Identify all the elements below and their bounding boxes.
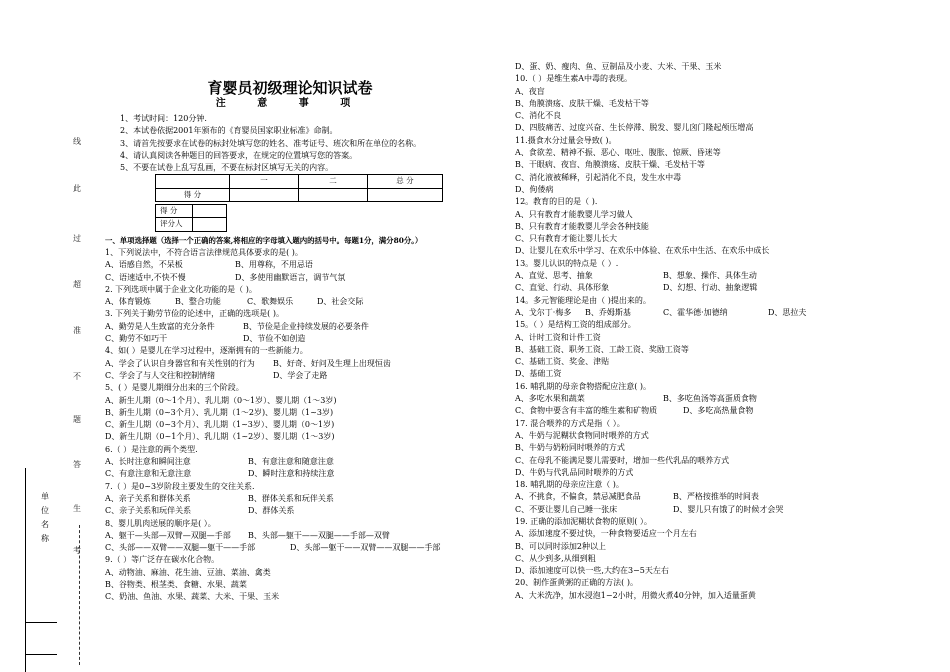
question-line: C、消化液被稀释，引起消化不良，发生水中毒 <box>515 172 682 182</box>
question-line: D、四肢痛苦、过度兴奋、生长停滞、脱发、婴儿囟门隆起颅压增高 <box>515 123 754 133</box>
grader-label: 评分人 <box>156 218 193 231</box>
notice-item: 4、请认真阅读各种题目的回答要求，在规定的位置填写您的答案。 <box>120 150 358 160</box>
option-text: B、好奇、好问及生理上出现恒齿 <box>273 358 391 368</box>
score-cell-total[interactable] <box>368 188 443 201</box>
binding-box-top <box>25 622 57 623</box>
score-table-corner <box>156 175 230 188</box>
unit-name-label: 单位名称 <box>41 492 49 543</box>
question-line: 3. 下列关于勤劳节俭的论述中，正确的选项是( )。 <box>105 309 284 319</box>
option-row <box>105 505 505 517</box>
option-text: A、直觉、思考、抽象 <box>515 271 593 281</box>
binding-line <box>25 468 26 672</box>
notice-item: 1、考试时间：120分钟. <box>120 114 207 123</box>
left-questions <box>105 247 505 604</box>
score-cell-1[interactable] <box>230 188 299 201</box>
question-line: A、大米洗净，加水浸泡1−2小时，用微火煮40分钟，加入适量蛋黄 <box>515 590 756 600</box>
option-text: D、婴儿只有饿了的时候才会哭 <box>673 504 784 514</box>
option-text: A、语感自然，不呆板 <box>105 260 183 270</box>
option-row <box>105 272 505 284</box>
question-line: 12。教育的目的是（ )． <box>515 197 603 207</box>
notice-heading: 注 意 事 项 <box>215 98 365 109</box>
question-line: C、只有教育才能让婴儿长大 <box>515 234 618 244</box>
option-text: D、头部—躯干——双臂——双腿——手部 <box>290 543 441 553</box>
left-column <box>105 79 505 604</box>
question-line: B、新生儿期（0~3个月）、乳儿期（1～2岁)、婴儿期（1~3岁) <box>105 407 334 417</box>
question-line: A、计时工资和计件工资 <box>515 332 601 342</box>
question-line: 9.（ ）等广泛存在碳水化合物。 <box>105 555 220 565</box>
score-table <box>155 174 443 202</box>
question-line: D、牛奶与代乳品同时喂养的方式 <box>515 467 634 477</box>
option-row <box>515 307 940 319</box>
question-line: 10.（ ）是维生素A中毒的表现。 <box>515 74 633 84</box>
option-row <box>105 321 505 333</box>
seal-margin-char: 过 <box>73 234 81 243</box>
question-line: A、牛奶与泥糊状食物同时喂养的方式 <box>515 430 649 440</box>
question-line: D、添加速度可以快一些,大约在3−5天左右 <box>515 566 669 576</box>
exam-title: 育婴员初级理论知识试卷 <box>207 79 373 97</box>
score-col-total: 总 分 <box>368 175 443 188</box>
seal-margin-char: 答 <box>73 460 81 469</box>
question-line: D、蛋、奶、瘦肉、鱼、豆制品及小麦、大米、干果、玉米 <box>515 62 722 71</box>
question-line: B、只有教育才能教婴儿学会各种技能 <box>515 221 649 231</box>
option-row <box>105 296 505 308</box>
question-line: B、谷物类、根茎类、食糖、水果、蔬菜 <box>105 579 247 589</box>
option-row <box>515 282 940 294</box>
option-row <box>105 358 505 370</box>
option-row <box>515 270 940 282</box>
question-line: A、新生儿期（0～1个月）、乳儿期（0～1岁）、婴儿期（1～3岁) <box>105 395 337 405</box>
seal-margin-char: 线 <box>73 137 81 146</box>
option-text: B、头部—躯干——双腿——手部—双臂 <box>248 530 390 540</box>
option-text: D、思拉夫 <box>768 307 807 317</box>
option-text: B、有意注意和随意注意 <box>248 457 334 467</box>
option-text: C、霍华德·加德纳 <box>663 307 728 317</box>
option-text: B、用尊称，不用忌语 <box>235 260 313 270</box>
question-line: D、佝偻病 <box>515 184 554 194</box>
option-row <box>105 370 505 382</box>
option-text: D、多吃高热量食物 <box>683 406 754 416</box>
option-text: B、乔姆斯基 <box>585 307 631 317</box>
option-text: D、节俭不如创造 <box>243 334 306 344</box>
option-text: A、躯干—头部—双臂—双腿—手部 <box>105 530 231 540</box>
seal-margin-char: 考 <box>73 546 81 555</box>
question-line: 20、制作蛋黄粥的正确的方法( )。 <box>515 578 638 588</box>
seal-margin-char: 准 <box>73 326 81 335</box>
seal-margin-char: 题 <box>73 415 81 424</box>
option-row <box>515 491 940 503</box>
question-line: B、可以同时添加2种以上 <box>515 541 606 551</box>
option-text: B、想象、操作、具体生动 <box>663 271 757 281</box>
question-line: 11.摄食水分过量会导致( )。 <box>515 135 617 145</box>
question-line: 15。（ ）是结构工资的组成部分。 <box>515 320 636 330</box>
option-text: D、幻想、行动、抽象逻辑 <box>663 283 758 293</box>
option-text: D、社会交际 <box>317 297 364 307</box>
seal-margin-char: 此 <box>73 184 81 193</box>
option-text: C、食物中要含有丰富的维生素和矿物质 <box>515 406 658 416</box>
notice-item: 2、本试卷依据2001年颁布的《育婴员国家职业标准》命制。 <box>120 126 338 136</box>
question-line: A、食欲差、精神不振、恶心、呕吐、腹胀、惊厥、昏迷等 <box>515 148 721 158</box>
question-line: B、牛奶与奶粉同时喂养的方式 <box>515 443 625 453</box>
binding-box-bottom <box>25 654 57 655</box>
seal-margin-char: 超 <box>73 280 81 289</box>
option-row <box>105 530 505 542</box>
option-row <box>105 468 505 480</box>
option-row <box>515 295 940 307</box>
seal-margin-char: 生 <box>73 504 81 513</box>
option-text: C、亲子关系和玩伴关系 <box>105 506 192 516</box>
question-line: A、只有教育才能教婴儿学习做人 <box>515 209 633 219</box>
grader-table <box>155 204 227 232</box>
question-line: C、奶油、鱼油、水果、蔬菜、大米、干果、玉米 <box>105 592 280 602</box>
question-line: B、角膜溃疡、皮肤干燥、毛发枯干等 <box>515 98 649 108</box>
option-text: C、直觉、行动、具体形象 <box>515 283 610 293</box>
question-line: B、基础工资、职务工资、工龄工资、奖励工资等 <box>515 344 689 354</box>
grader-score-cell[interactable] <box>193 205 227 218</box>
score-col-2: 二 <box>299 175 368 188</box>
option-text: C、歌舞娱乐 <box>247 297 294 307</box>
option-text: A、学会了认识自身器官和有关性别的行为 <box>105 358 255 368</box>
option-text: C、语速适中,不快不慢 <box>105 272 186 282</box>
question-line: 5、( ）是婴儿期细分出来的三个阶段。 <box>105 383 244 393</box>
score-row-label: 得 分 <box>156 188 230 201</box>
question-line: 19. 正确的添加泥糊状食物的原则( ）。 <box>515 516 652 526</box>
option-row <box>105 333 505 345</box>
option-text: A、戈尔丁·梅多 <box>515 307 572 317</box>
notice-item: 3、请首先按要求在试卷的标封处填写您的姓名、准考证号、班次和所在单位的名称。 <box>120 138 422 148</box>
option-text: A、长时注意和瞬间注意 <box>105 457 191 467</box>
question-line: D、让婴儿在欢乐中学习、在欢乐中体验、在欢乐中生活、在欢乐中成长 <box>515 246 770 256</box>
question-line: 2. 下列选项中属于企业文化功能的是（ )。 <box>105 284 257 294</box>
question-line: A、夜盲 <box>515 86 545 96</box>
option-row <box>105 456 505 468</box>
option-text: C、学会了与人交往和控制情绪 <box>105 370 216 380</box>
question-line: B、干眼病、夜盲、角膜溃疡、皮肤干燥、毛发枯干等 <box>515 160 705 170</box>
option-text: B、整合功能 <box>175 297 221 307</box>
question-line: A、添加速度不要过快，一种食物要适应一个月左右 <box>515 529 697 539</box>
option-text: A、亲子关系和群体关系 <box>105 493 191 503</box>
option-text: B、严格按推举的时间表 <box>673 492 759 502</box>
score-cell-2[interactable] <box>299 188 368 201</box>
notice-list <box>105 113 505 174</box>
question-line: 8、婴儿肌肉送展的顺序是( ）。 <box>105 518 216 528</box>
option-row <box>105 259 505 271</box>
right-column <box>515 61 940 602</box>
option-text: C、勤劳不如巧干 <box>105 334 168 344</box>
question-line: C、从少到多,从细到粗 <box>515 553 596 563</box>
question-line: 17. 混合喂养的方式是指（ ）。 <box>515 418 625 428</box>
question-line: 1、下列说法中，不符合语言法律规范具体要求的是( )。 <box>105 247 303 257</box>
grader-score-label: 得 分 <box>156 205 193 218</box>
question-line: 4、如( ）是婴儿在学习过程中，逐渐拥有的一些新能力。 <box>105 346 308 356</box>
option-text: A、体育锻炼 <box>105 297 151 307</box>
option-row <box>515 504 940 516</box>
option-text: 14。多元智能理论是由（ )提出来的。 <box>515 295 651 305</box>
section-heading: 一、单项选择题（选择一个正确的答案,将相应的字母填入题内的括号中。每题1分，满分80分。） <box>105 235 423 245</box>
question-line: 13。婴儿认识的特点是（ ）. <box>515 258 619 268</box>
score-col-1: 一 <box>230 175 299 188</box>
option-row <box>515 393 940 405</box>
question-line: D、新生儿期（0~1个月）、乳儿期（1~2岁）、婴儿期（1～3岁) <box>105 432 335 442</box>
question-line: 7.（ ）是0~3岁阶段主要发生的交往关系. <box>105 481 255 491</box>
option-text: B、群体关系和玩伴关系 <box>248 493 334 503</box>
question-line: A、动物油、麻油、花生油、豆油、菜油、禽类 <box>105 567 271 577</box>
grader-cell[interactable] <box>193 218 227 231</box>
option-row <box>105 493 505 505</box>
question-line: C、基础工资、奖金、津贴 <box>515 357 610 367</box>
option-row <box>105 542 505 554</box>
option-text: A、不挑食，不偏食，禁忌减肥食品 <box>515 492 641 502</box>
notice-item: 5、不要在试卷上乱写乱画，不要在标封区填写无关的内容。 <box>120 163 334 173</box>
option-text: B、节俭是企业持续发展的必要条件 <box>243 321 369 331</box>
option-text: C、有意注意和无意注意 <box>105 469 192 479</box>
question-line: C、消化不良 <box>515 111 562 121</box>
option-text: D、群体关系 <box>248 506 295 516</box>
option-text: D、学会了走路 <box>273 370 328 380</box>
option-text: C、头部——双臂——双腿—躯干——手部 <box>105 543 256 553</box>
option-text: D、多使用幽默语言，调节气氛 <box>235 272 346 282</box>
option-text: A、多吃水果和蔬菜 <box>515 394 585 404</box>
question-line: 18. 哺乳期的母亲应注意（ )。 <box>515 480 624 490</box>
option-text: C、不要让婴儿自己睡一张床 <box>515 504 618 514</box>
option-text: B、多吃鱼汤等高蛋质食物 <box>663 394 757 404</box>
option-text: D、瞬时注意和持续注意 <box>248 469 335 479</box>
option-text: A、勤劳是人生致富的充分条件 <box>105 321 215 331</box>
question-line: D、基础工资 <box>515 369 562 379</box>
question-line: C、在母乳不能满足婴儿需要时，增加一些代乳品的喂养方式 <box>515 455 730 465</box>
seal-margin-char: 不 <box>73 372 81 381</box>
question-line: C、新生儿期（0~3个月）、乳儿期（1~3岁）、婴儿期（0～1岁) <box>105 420 335 430</box>
question-line: 6.（ ）是注意的两个类型. <box>105 444 198 454</box>
question-line: 16. 哺乳期的母亲食物搭配应注意( )。 <box>515 381 652 391</box>
option-row <box>515 405 940 417</box>
